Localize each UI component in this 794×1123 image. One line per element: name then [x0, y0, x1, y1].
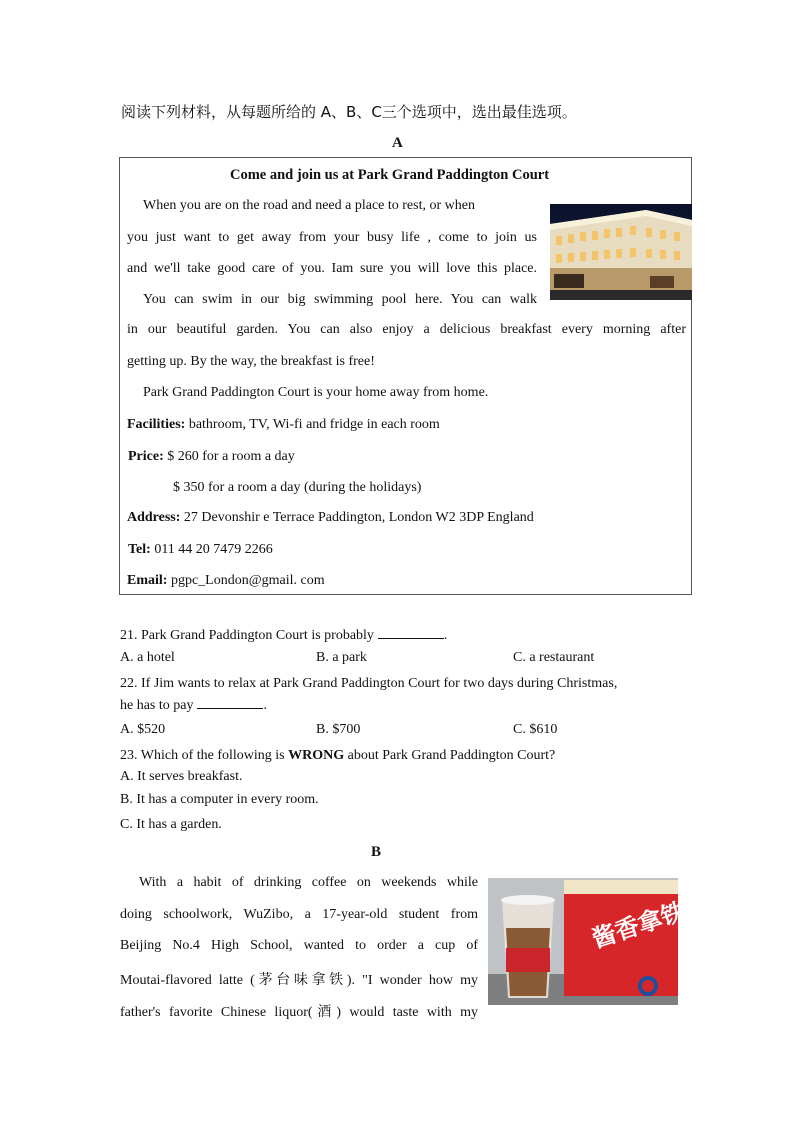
address-label: Address: [127, 510, 181, 525]
section-b-line1-text: With a habit of drinking coffee on weekends while [139, 875, 478, 890]
facilities-value: bathroom, TV, Wi-fi and fridge in each room [188, 417, 440, 432]
section-b-line5: father's favorite Chinese liquor(酒) would taste with my [120, 1005, 478, 1020]
ad-para1-line2: you just want to get away from your busy life , come to join us [127, 230, 537, 245]
email-label: Email: [127, 573, 168, 588]
question-23-pre: 23. Which of the following is [120, 748, 285, 763]
answer-blank [197, 696, 263, 709]
tel-label: Tel: [128, 542, 151, 557]
question-21: 21. Park Grand Paddington Court is probably . [120, 628, 448, 643]
q23-option-a: A. It serves breakfast. [120, 769, 243, 784]
tel-value: 011 44 20 7479 2266 [154, 542, 273, 557]
answer-blank [378, 626, 444, 639]
q22-option-b: B. $700 [316, 722, 361, 737]
section-b-line3: Beijing No.4 High School, wanted to order a cup of [120, 938, 478, 953]
price-value-2: $ 350 for a room a day (during the holidays) [173, 480, 422, 495]
q21-option-a: A. a hotel [120, 650, 175, 665]
price-value-1: $ 260 for a room a day [167, 449, 295, 464]
question-22-line1: 22. If Jim wants to relax at Park Grand Paddington Court for two days during Christmas, [120, 676, 618, 691]
ad-para2-line2: in our beautiful garden. You can also enjoy a delicious breakfast every morning after [127, 322, 686, 337]
ad-para1-line3: and we'll take good care of you. Iam sure you will love this place. [127, 261, 537, 276]
ad-para3: Park Grand Paddington Court is your home away from home. [143, 385, 489, 400]
email-row [127, 573, 325, 589]
email-value: pgpc_London@gmail. com [170, 573, 325, 588]
latte-photo [488, 878, 689, 1005]
q23-option-b: B. It has a computer in every room. [120, 792, 319, 807]
facilities-label: Facilities: [127, 417, 186, 432]
address-value: 27 Devonshir e Terrace Paddington, London W2 3DP England [183, 510, 534, 525]
q21-option-c: C. a restaurant [513, 650, 595, 665]
question-23-post: about Park Grand Paddington Court? [347, 748, 556, 763]
question-22-line2: he has to pay . [120, 698, 267, 713]
price-label: Price: [128, 449, 164, 464]
ad-title: Come and join us at Park Grand Paddington Court [230, 167, 550, 183]
address-row [127, 510, 534, 526]
section-b-line2: doing schoolwork, WuZibo, a 17-year-old student from [120, 907, 478, 922]
tel-row [128, 542, 273, 558]
q22-option-c: C. $610 [513, 722, 558, 737]
hotel-photo [550, 204, 692, 300]
ad-para1-line1-text: When you are on the road and need a place to rest, or when [143, 198, 475, 213]
question-23 [120, 748, 555, 764]
q21-option-b: B. a park [316, 650, 367, 665]
q23-option-c: C. It has a garden. [120, 817, 222, 832]
facilities-row [127, 417, 440, 433]
question-22-line2-text: he has to pay [120, 698, 194, 713]
section-b-label: B [371, 844, 382, 860]
price-row [128, 449, 295, 465]
ad-para2-line1: You can swim in our big swimming pool here. You can walk [143, 292, 537, 307]
q22-option-a: A. $520 [120, 722, 166, 737]
section-a-label: A [392, 135, 403, 151]
question-21-text: 21. Park Grand Paddington Court is probably [120, 628, 374, 643]
section-b-line1 [120, 875, 478, 891]
ad-para2-line3: getting up. By the way, the breakfast is free! [127, 354, 375, 369]
ad-para1-line1 [127, 198, 537, 214]
question-23-bold: WRONG [288, 748, 345, 763]
latte-sign-text: 酱香拿铁 [588, 897, 689, 954]
instruction: 阅读下列材料，从每题所给的 A、B、C三个选项中，选出最佳选项。 [121, 103, 577, 121]
section-b-line4: Moutai-flavored latte (茅台味拿铁). "I wonder how my [120, 973, 478, 988]
